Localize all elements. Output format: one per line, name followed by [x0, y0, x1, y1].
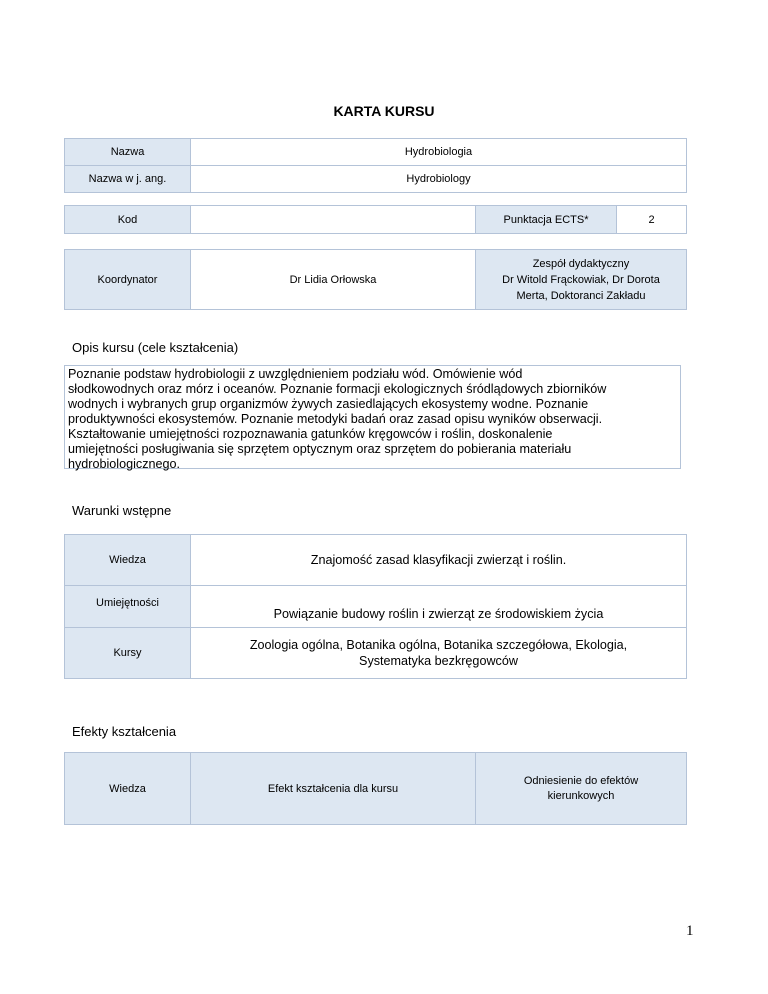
description-box	[64, 365, 681, 469]
description-line: produktywności ekosystemów. Poznanie metodyki badań oraz zasad opisu wyników obserwacji.	[68, 412, 603, 426]
code-value	[191, 206, 476, 234]
ects-value: 2	[617, 206, 687, 234]
outcomes-col-effect: Efekt kształcenia dla kursu	[191, 753, 476, 825]
team-value-line2: Merta, Doktoranci Zakładu	[516, 289, 646, 302]
name-value: Hydrobiologia	[191, 139, 687, 166]
staff-table	[64, 249, 687, 310]
skills-value: Powiązanie budowy roślin i zwierząt ze środowiskiem życia	[191, 586, 687, 628]
courses-cell	[191, 628, 687, 679]
description-line: wodnych i wybranych grup organizmów żywych zasiedlających ekosystemy wodne. Poznanie	[68, 397, 589, 411]
prerequisites-heading: Warunki wstępne	[72, 503, 172, 518]
team-label: Zespół dydaktyczny	[532, 257, 630, 270]
team-value-line1: Dr Witold Frąckowiak, Dr Dorota	[502, 273, 660, 286]
knowledge-label: Wiedza	[65, 535, 191, 586]
description-line: słodkowodnych oraz mórz i oceanów. Poznanie formacji ekologicznych śródlądowych zbiorników	[68, 382, 607, 396]
outcomes-col-knowledge: Wiedza	[65, 753, 191, 825]
description-line: umiejętności posługiwania się sprzętem optycznym oraz sprzętem do pobierania materiału	[68, 442, 572, 456]
description-heading: Opis kursu (cele kształcenia)	[72, 340, 239, 355]
description-line: Poznanie podstaw hydrobiologii z uwzględnieniem podziału wód. Omówienie wód	[68, 367, 523, 381]
ects-label: Punktacja ECTS*	[476, 206, 617, 234]
page-title: KARTA KURSU	[333, 103, 435, 119]
name-en-label: Nazwa w j. ang.	[65, 166, 191, 193]
name-label: Nazwa	[65, 139, 191, 166]
outcomes-col3-line2: kierunkowych	[547, 789, 615, 802]
course-name-table	[64, 138, 687, 193]
name-en-value: Hydrobiology	[191, 166, 687, 193]
outcomes-table	[64, 752, 687, 825]
prerequisites-table	[64, 534, 687, 679]
team-cell	[476, 250, 687, 310]
outcomes-heading: Efekty kształcenia	[72, 724, 177, 739]
description-line: Kształtowanie umiejętności rozpoznawania gatunków kręgowców i roślin, doskonalenie	[68, 427, 553, 441]
courses-label: Kursy	[65, 628, 191, 679]
code-table	[64, 205, 687, 234]
courses-value-line2: Systematyka bezkręgowców	[359, 654, 518, 668]
courses-value-line1: Zoologia ogólna, Botanika ogólna, Botanika szczegółowa, Ekologia,	[249, 638, 628, 652]
code-label: Kod	[65, 206, 191, 234]
coordinator-value: Dr Lidia Orłowska	[191, 250, 476, 310]
skills-label: Umiejętności	[65, 586, 191, 628]
description-line: hydrobiologicznego.	[68, 457, 181, 471]
knowledge-value: Znajomość zasad klasyfikacji zwierząt i roślin.	[191, 535, 687, 586]
outcomes-col3-line1: Odniesienie do efektów	[523, 774, 639, 787]
page-number: 1	[686, 923, 694, 939]
coordinator-label: Koordynator	[65, 250, 191, 310]
outcomes-col-reference	[476, 753, 687, 825]
